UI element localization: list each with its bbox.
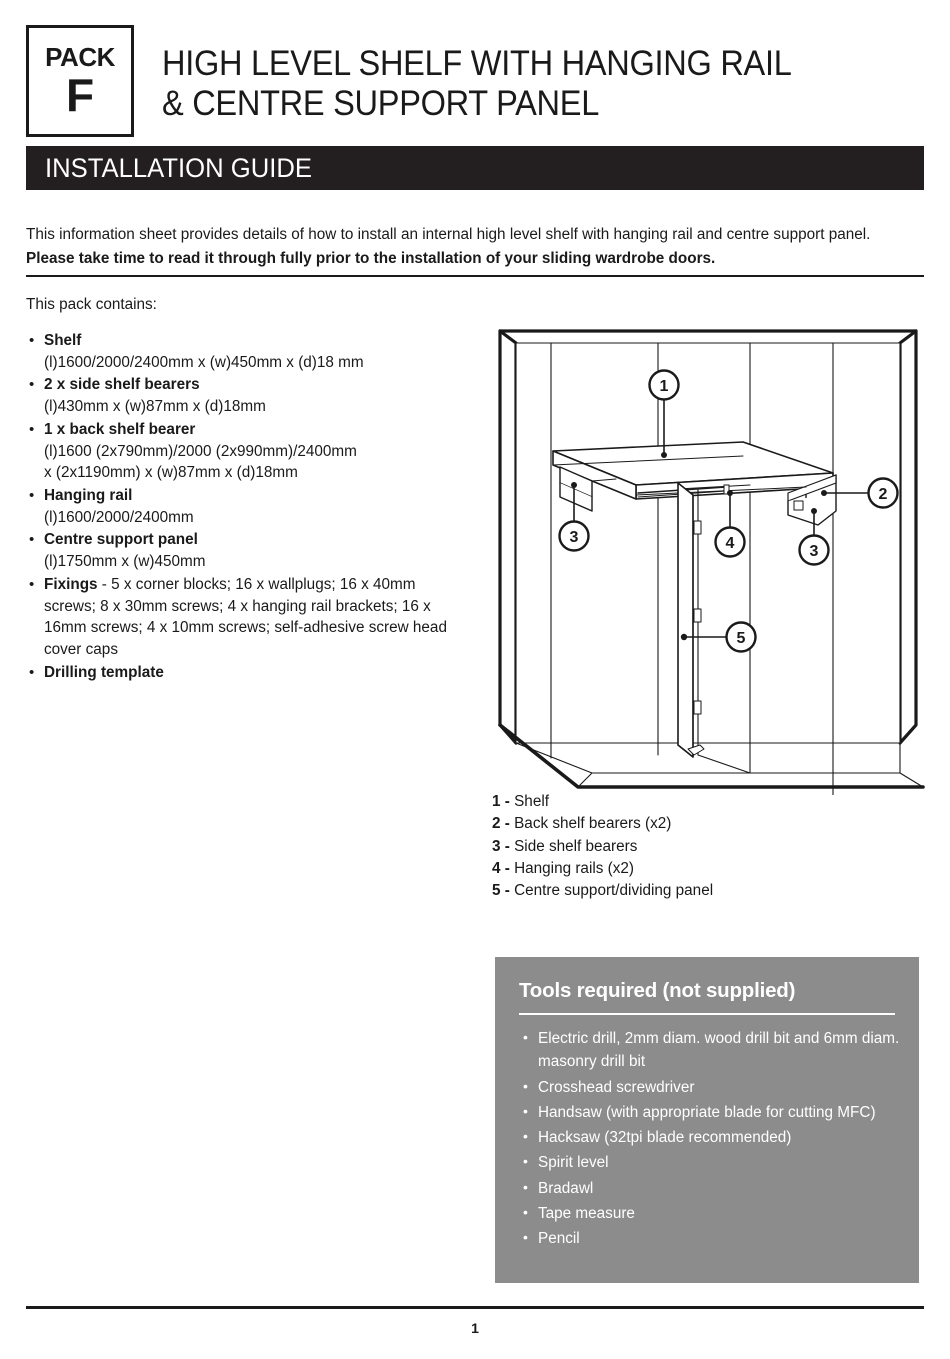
tools-panel-title: Tools required (not supplied) — [519, 979, 796, 1002]
list-item-lead: 1 x back shelf bearer — [44, 420, 196, 438]
list-item-spec-cont: x (2x1190mm) x (w)87mm x (d)18mm — [44, 464, 298, 482]
list-item — [26, 574, 456, 661]
installation-guide-banner — [26, 146, 924, 190]
tools-required-panel — [495, 957, 919, 1283]
document-header — [26, 25, 924, 140]
list-item-lead: 2 x side shelf bearers — [44, 376, 200, 394]
page-number: 1 — [471, 1320, 479, 1336]
diagram-svg — [488, 325, 928, 795]
fixing-block — [694, 609, 701, 622]
legend-item — [492, 791, 713, 813]
list-item-spec: (l)1600/2000/2400mm x (w)450mm x (d)18 mm — [44, 353, 364, 371]
list-item-spec: (l)430mm x (w)87mm x (d)18mm — [44, 398, 266, 416]
list-item-lead: Hanging rail — [44, 487, 133, 505]
legend-item — [492, 880, 713, 902]
list-item — [26, 374, 456, 417]
pack-badge — [26, 25, 134, 137]
diagram-legend — [492, 791, 713, 903]
callout-3-left — [560, 522, 589, 551]
fixing-block — [694, 701, 701, 714]
wardrobe-isometric-diagram — [488, 325, 928, 795]
legend-item — [492, 836, 713, 858]
list-item-lead: Drilling template — [44, 663, 164, 681]
callout-3-right — [800, 536, 829, 565]
list-item: • Crosshead screwdriver — [519, 1076, 904, 1099]
list-item: • Spirit level — [519, 1151, 904, 1174]
list-item: • Hacksaw (32tpi blade recommended) — [519, 1126, 904, 1149]
pack-badge-label: PACK — [45, 42, 115, 72]
legend-item-label: Shelf — [509, 793, 549, 810]
list-item-lead: Fixings — [44, 575, 98, 593]
intro-plain-text: This information sheet provides details of how to install an internal high level shelf with hanging rail and centre support panel. — [26, 226, 871, 244]
legend-item-label: Centre support/dividing panel — [509, 882, 714, 900]
page-title — [162, 44, 869, 124]
list-item: • Electric drill, 2mm diam. wood drill bit and 6mm diam. masonry drill bit — [519, 1027, 904, 1074]
legend-item-label: Back shelf bearers (x2) — [509, 815, 672, 833]
divider-footer — [26, 1306, 924, 1309]
callout-1-label: 1 — [659, 378, 669, 395]
callout-2 — [869, 479, 898, 508]
list-item-spec: (l)1600 (2x790mm)/2000 (2x990mm)/2400mm — [44, 442, 357, 460]
list-item: • Pencil — [519, 1227, 904, 1250]
callout-4 — [716, 528, 745, 557]
list-item — [26, 485, 456, 528]
list-item-spec: (l)1750mm x (w)450mm — [44, 553, 206, 571]
legend-item — [492, 858, 713, 880]
tools-title-underline — [519, 1013, 895, 1015]
legend-item — [492, 813, 713, 835]
callout-4-label: 4 — [725, 535, 735, 552]
callout-3-right-label: 3 — [809, 543, 819, 560]
callout-1 — [650, 371, 679, 400]
legend-item-label: Side shelf bearers — [509, 837, 638, 855]
legend-item-number: 3 - — [492, 837, 510, 855]
intro-paragraph — [26, 223, 911, 270]
pack-badge-letter: F — [65, 69, 95, 121]
list-item-spec: (l)1600/2000/2400mm — [44, 508, 194, 526]
list-item-lead: Centre support panel — [44, 531, 198, 549]
list-item-lead: Shelf — [44, 332, 82, 349]
callout-5 — [727, 623, 756, 652]
callout-5-label: 5 — [736, 630, 746, 647]
legend-item-number: 1 - — [492, 793, 510, 810]
banner-label: INSTALLATION GUIDE — [45, 152, 313, 183]
list-item-spec: - 5 x corner blocks; 16 x wallplugs; 16 x 40mm screws; 8 x 30mm screws; 4 x hanging rail brackets; 16 x 16mm screws; 4 x 10mm screws; self-adhesive screw head cover caps — [44, 575, 447, 659]
divider-top — [26, 275, 924, 277]
page-title-line-2: & CENTRE SUPPORT PANEL — [162, 84, 600, 124]
legend-item-number: 2 - — [492, 815, 510, 833]
list-item: • Bradawl — [519, 1177, 904, 1200]
list-item — [26, 419, 456, 484]
intro-bold-text: Please take time to read it through fully prior to the installation of your sliding wardrobe doors. — [26, 250, 716, 267]
tools-list — [519, 1025, 904, 1250]
list-item — [26, 529, 456, 572]
list-item — [26, 330, 456, 373]
list-item — [26, 662, 456, 684]
callout-3-left-label: 3 — [569, 529, 579, 546]
legend-item-label: Hanging rails (x2) — [509, 859, 634, 877]
list-item: • Handsaw (with appropriate blade for cutting MFC) — [519, 1101, 904, 1124]
contents-heading: This pack contains: — [26, 296, 157, 313]
list-item: • Tape measure — [519, 1202, 904, 1225]
left-wall-panel — [500, 331, 516, 743]
fixing-block — [694, 521, 701, 534]
pack-contents-list — [26, 330, 456, 685]
legend-item-number: 5 - — [492, 882, 510, 900]
right-wall-panel — [900, 331, 916, 743]
page-title-line-1: HIGH LEVEL SHELF WITH HANGING RAIL — [162, 44, 792, 84]
legend-item-number: 4 - — [492, 859, 510, 877]
callout-2-label: 2 — [878, 486, 888, 503]
centre-support-panel — [678, 483, 693, 757]
